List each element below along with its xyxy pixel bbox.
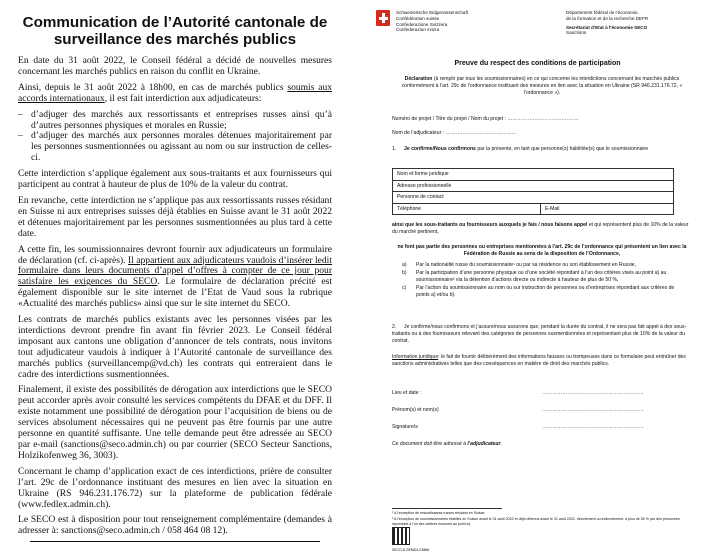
criteria-list [402,262,684,300]
section-1: 1. Je confirme/Nous confirmons par la présente, en tant que personne(s) habilitée(s) que le soumissionnaire [392,146,649,152]
qr-code-icon [392,527,410,545]
right-page: Schweizerische Eidgenossenschaft Confédération suisse Confederazione Svizzera Confederaziun svizra Département fédéral de l’économie, de la formation et de la recherche DEFR Secrétariat d’Etat à l’économie SECO Sanctions Preuve du respect des conditions de participation Déclaration (à remplir par tous les soumissionnaires) en ce qui concerne les interdictions concernant les marchés publics conformément à l’art. 29c de l’ordonnance instituant des mesures en lien avec la situation en Ukraine (SR 946.231.176.72, « l’ordonnance »). Numéro de projet / Titre du projet / Nom du projet : …………………………………… Nom de l’adjudicateur : …………………………………… 1. Je confirme/Nous confirmons par la présente, en tant que personne(s) habilitée(s) que le soumissionnaire Nom et forme juridique Adresse professionnelle Personne de contact Téléphone E-Mail ainsi que les sous-traitants ou fournisseurs auxquels je fais / nous faisons appel et qui représentent plus de 10% de la valeur du marché pertinent, ne font pas partie des personnes ou entreprises mentionnées à l’art. 29c de l’ordonnance qui présentent un lien avec la Fédération de Russie au sens de la disposition de l’Ordonnance, a) Par la nationalité russe du soumissionnaire¹ ou par sa résidence ou son établissement en Russie, b) Par la participation d’une personne physique ou d’une société répondant à l’un des critères visés au point a) au soumissionnaire² via la détention d’actions directe ou indirecte à hauteur de plus de 50 %, c) Par l’action du soumissionnaire au nom ou sur instruction de personnes ou d’entreprises répondant aux critères de points a) et/ou b). 2. Je confirme/nous confirmons et j’assure/nous assurons que, pendant la durée du contrat, il ne sera pas fait appel à des sous-traitants ou à des fournisseurs relevant des catégories de personnes susmentionnées et représentant plus de 10% de la valeur du contrat. Information juridique: le fait de fournir délibérément des informations fausses ou trompeuses dans ce formulaire peut entraîner des sanctions administratives telles que des conséquences en matière de droit des marchés publics. Lieu et date : …………………………………………………… Prénom(s) et nom(s) …………………………………………………… Signature/s …………………………………………………… Ce document doit être adressé à l’adjudicateur. ¹ A l’exception de ressortissants russes résidant en Suisse. ² A l’exception de soumissionnaires établies en Suisse avant le 31 août 2022 et déjà détenus avant le 31 août 2022, directement ou indirectement, à plus de 50 % par des personnes répondant à l’un des critères énoncés au point a). SECO-D-SEMDA-E5866 [362,0,713,558]
paragraph-8: Concernant le champ d’application exact de ces interdictions, prière de consulter l’art. 29c de l’ordonnance instituant des mesures en lien avec la situation en Ukraine (RS 946.231.176.72) sur la plateforme de publication fédérale (www.fedlex.admin.ch). [18,465,332,510]
paragraph-2: Ainsi, depuis le 31 août 2022 à 18h00, en cas de marchés publics soumis aux accords internationaux, il est fait interdiction aux adjudicateurs: [18,81,332,104]
declaration-intro: Déclaration (à remplir par tous les soumissionnaires) en ce qui concerne les interdictions concernant les marchés publics conformément à l’art. 29c de l’ordonnance instituant des mesures en lien avec la situation en Ukraine (SR 946.231.176.72, « l’ordonnance »). [401,76,683,96]
paragraph-5: A cette fin, les soumissionnaires devront fournir aux adjudicateurs un formulaire de déclaration (cf. ci-après). Il appartient aux adjudicateurs vaudois d’insérer ledit formulaire dans leurs documents d’appel d’offres à compter de ce jour pour satisfaire les exigences du SECO. Le formulaire de déclaration précité est également disponible sur le site internet de l’Etat de Vaud sous la rubrique «Actualité des marchés publics» ainsi que sur le site internet du SECO. [18,243,332,310]
paragraph-7: Finalement, il existe des possibilités de dérogation aux interdictions que le SECO peut accorder après avoir consulté les services compétents du DFAE et du DFF. Il existe notamment une possibilité de dérogation pour l’acquisition de biens ou de services absolument nécessaires qui ne peuvent pas être fournis par une autre personne en quantité suffisante. Une telle demande peut être adressée au SECO par e-mail (sanctions@seco.admin.ch) ou par courrier (SECO Secteur Sanctions, Holzikofenweg 36, 3003). [18,384,332,461]
phone-cell[interactable]: Téléphone [393,203,541,215]
section-2: 2. Je confirme/nous confirmons et j’assure/nous assurons que, pendant la durée du contrat, il ne sera pas fait appel à des sous-traitants ou à des fournisseurs relevant des catégories de personnes susmentionnées et représentant plus de 10% de la valeur du contrat. [392,324,687,344]
legal-name-cell[interactable]: Nom et forme juridique [393,169,674,181]
return-note: Ce document doit être adressé à l’adjudicateur. [392,441,502,447]
legal-information: Information juridique: le fait de fournir délibérément des informations fausses ou trompeuses dans ce formulaire peut entraîner des sanctions administratives telles que des conséquences en matière de droit des marchés publics. [392,354,686,367]
page-title: Communication de l’Autorité cantonale de surveillance des marchés publics [22,14,328,48]
list-item: c) Par l’action du soumissionnaire au nom ou sur instruction de personnes ou d’entreprises répondant aux critères de points a) et/ou b). [402,285,675,298]
department-names: Département fédéral de l’économie, de la formation et de la recherche DEFR Secrétariat d’Etat à l’économie SECO Sanctions [566,10,649,36]
paragraph-3: Cette interdiction s’applique également aux sous-traitants et aux fournisseurs qui participent au contrat à hauteur de plus de 10% de la valeur du contrat. [18,168,332,191]
confederation-names: Schweizerische Eidgenossenschaft Confédération suisse Confederazione Svizzera Confederaziun svizra [396,10,469,33]
adjudicator-field[interactable]: Nom de l’adjudicateur : …………………………………… [392,130,517,136]
bidder-info-table [392,168,674,215]
underlined-notice: Il appartient aux adjudicateurs vaudois d’insérer ledit formulaire dans leurs documents d’appel d’offres à compter de ce jour pour satisfaire les exigences du SECO [18,254,332,288]
subcontractors-text: ainsi que les sous-traitants ou fournisseurs auxquels je fais / nous faisons appel et qui représentent plus de 10% de la valeur du marché pertinent, [392,222,689,235]
contact-cell[interactable]: Personne de contact [393,192,674,204]
exclusion-statement: ne font pas partie des personnes ou entreprises mentionnées à l’art. 29c de l’ordonnance qui présentent un lien avec la Fédération de Russie au sens de la disposition de l’Ordonnance, [397,244,687,257]
footnote-rule [392,508,502,509]
international-agreements-link[interactable]: soumis aux accords internationaux [18,81,332,104]
list-item: b) Par la participation d’une personne physique ou d’une société répondant à l’un des critères visés au point a) au soumissionnaire² via la détention d’actions directe ou indirecte à hauteur de plus de 50 %, [402,270,667,283]
left-page [0,0,350,558]
paragraph-9: Le SECO est à disposition pour tout renseignement complémentaire (demandes à adresser à: sanctions@seco.admin.ch / 058 464 08 12). [18,514,332,537]
document-code: SECO-D-SEMDA-E5866 [392,548,430,552]
paragraph-1: En date du 31 août 2022, le Conseil fédéral a décidé de nouvelles mesures concernant les marchés publics en raison du conflit en Ukraine. [18,55,332,77]
swiss-flag-icon [376,10,390,26]
prohibition-list [18,110,332,165]
list-item: – d’adjuger des marchés aux ressortissants et entreprises russes ainsi qu’à d’autres personnes physiques et morales en Russie; [18,110,332,132]
list-item: a) Par la nationalité russe du soumissionnaire¹ ou par sa résidence ou son établissement en Russie, [402,262,637,268]
list-item: – d’adjuger des marchés aux personnes morales détenues majoritairement par les personnes susmentionnées ou agissant au nom ou sur instruction de celles-ci. [18,131,332,164]
email-cell[interactable]: E-Mail [541,203,674,215]
form-title: Preuve du respect des conditions de participation [454,60,621,67]
footnote-1: ¹ A l’exception de ressortissants russes résidant en Suisse. [392,511,486,515]
paragraph-4: En revanche, cette interdiction ne s’applique pas aux ressortissants russes résidant en Suisse ni aux entreprises suisses déjà établies en Suisse avant le 31 août 2022 et détenues majoritairement par les personnes susmentionnées au plus tard à cette date. [18,194,332,239]
bottom-rule [30,541,320,542]
paragraph-6: Les contrats de marchés publics existants avec les personnes visées par les interdictions devront prendre fin avant fin février 2023. Le Conseil fédéral imposant aux cantons une obligation d’annoncer de tels contrats, nous invitons tout adjudicateur vaudois à indiquer à l’Autorité cantonale de surveillance des marchés publics (surveillancemp@vd.ch) les contrats qui entreraient dans le cadre des interdictions susmentionnées. [18,314,332,380]
project-field[interactable]: Numéro de projet / Titre du projet / Nom du projet : …………………………………… [392,116,579,122]
footnote-2: ² A l’exception de soumissionnaires établies en Suisse avant le 31 août 2022 et déjà détenus avant le 31 août 2022, directement ou indirectement, à plus de 50 % par des personnes répondant à l’un des critères énoncés au point a). [392,517,680,526]
letterhead [376,10,706,44]
address-cell[interactable]: Adresse professionnelle [393,180,674,192]
